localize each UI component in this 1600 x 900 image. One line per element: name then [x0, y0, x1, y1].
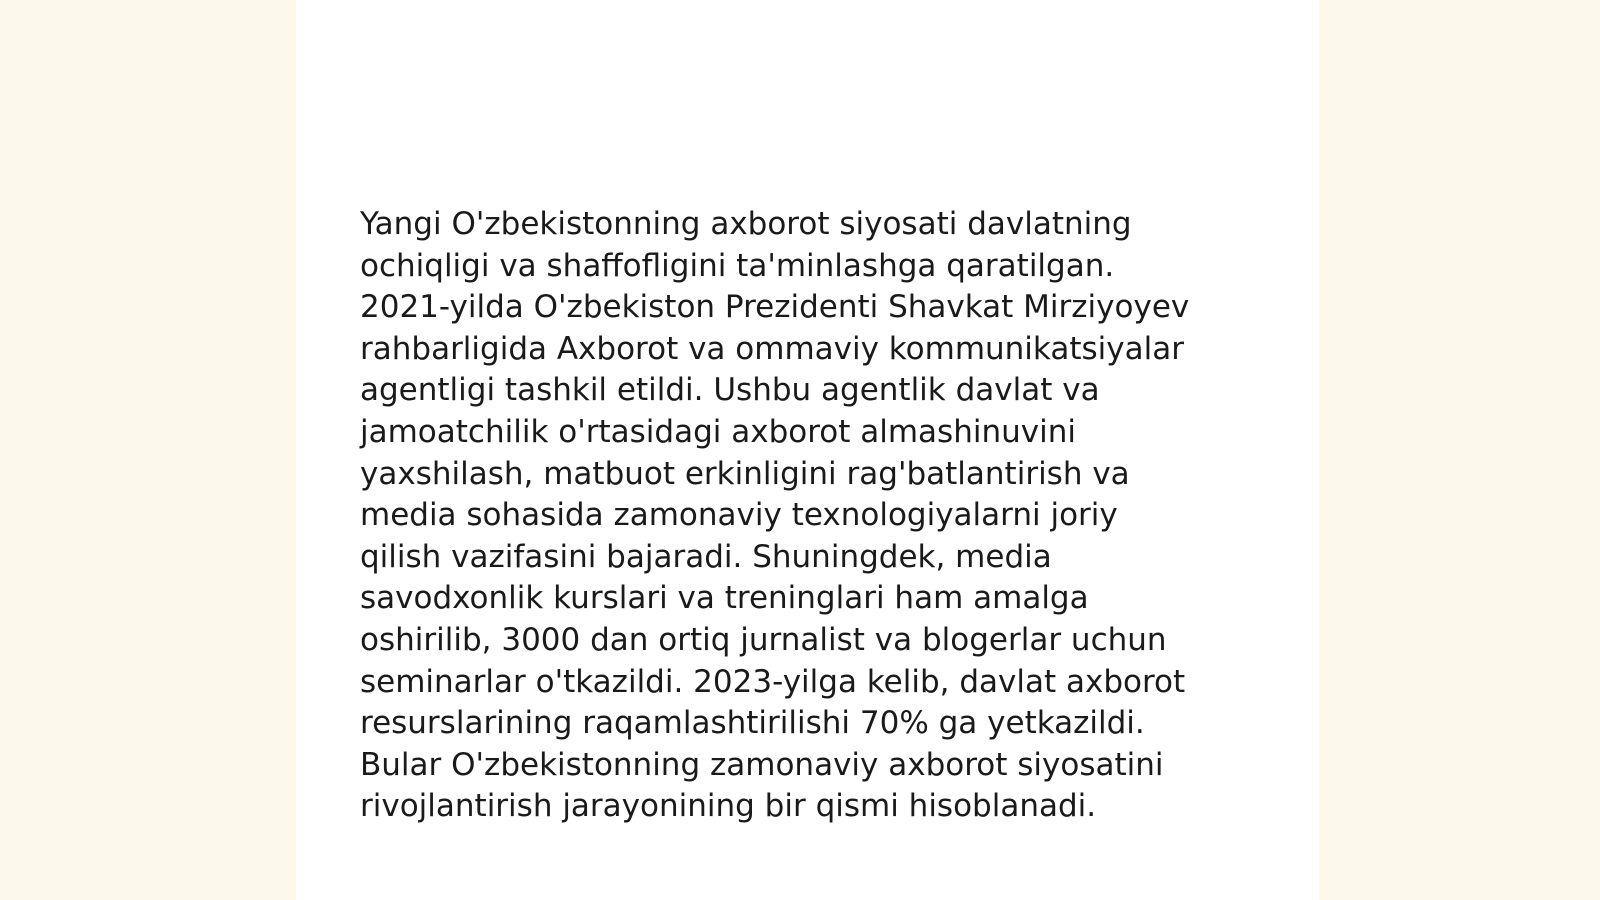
- body-paragraph: Yangi O'zbekistonning axborot siyosati davlatning ochiqligi va shaffofligini ta'minlashga qaratilgan. 2021-yilda O'zbekiston Prezidenti Shavkat Mirziyoyev rahbarligida Axborot va ommaviy kommunikatsiyalar agentligi tashkil etildi. Ushbu agentlik davlat va jamoatchilik o'rtasidagi axborot almashinuvini yaxshilash, matbuot erkinligini rag'batlantirish va media sohasida zamonaviy texnologiyalarni joriy qilish vazifasini bajaradi. Shuningdek, media savodxonlik kurslari va treninglari ham amalga oshirilib, 3000 dan ortiq jurnalist va blogerlar uchun seminarlar o'tkazildi. 2023-yilga kelib, davlat axborot resurslarining raqamlashtirilishi 70% ga yetkazildi. Bular O'zbekistonning zamonaviy axborot siyosatini rivojlantirish jarayonining bir qismi hisoblanadi.: [360, 206, 1190, 825]
- document-page: [296, 0, 1319, 900]
